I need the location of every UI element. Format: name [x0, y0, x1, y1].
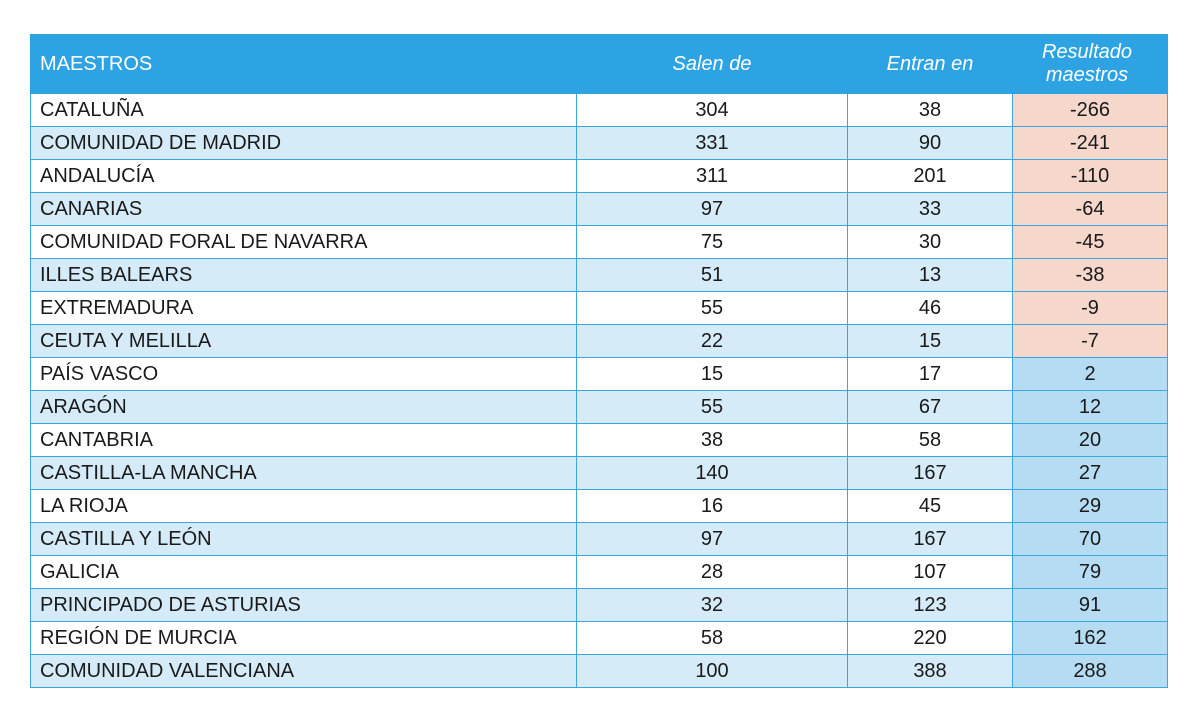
- table-row: [31, 391, 1168, 424]
- resultado-cell: 288: [1013, 655, 1168, 688]
- resultado-cell: -9: [1013, 292, 1168, 325]
- table-row: [31, 325, 1168, 358]
- salen-de-cell: 97: [577, 523, 848, 556]
- region-name-cell: CEUTA Y MELILLA: [31, 325, 577, 358]
- entran-en-cell: 38: [848, 94, 1013, 127]
- entran-en-cell: 30: [848, 226, 1013, 259]
- entran-en-cell: 123: [848, 589, 1013, 622]
- teacher-flow-table-container: [30, 34, 1167, 688]
- entran-en-cell: 33: [848, 193, 1013, 226]
- salen-de-cell: 32: [577, 589, 848, 622]
- resultado-cell: 2: [1013, 358, 1168, 391]
- salen-de-cell: 331: [577, 127, 848, 160]
- resultado-cell: -7: [1013, 325, 1168, 358]
- region-name-cell: GALICIA: [31, 556, 577, 589]
- region-name-cell: CASTILLA Y LEÓN: [31, 523, 577, 556]
- teacher-flow-table: [30, 34, 1168, 688]
- column-header-maestros: MAESTROS: [31, 35, 577, 94]
- table-row: [31, 457, 1168, 490]
- table-row: [31, 94, 1168, 127]
- region-name-cell: ANDALUCÍA: [31, 160, 577, 193]
- region-name-cell: CANTABRIA: [31, 424, 577, 457]
- salen-de-cell: 51: [577, 259, 848, 292]
- salen-de-cell: 55: [577, 292, 848, 325]
- resultado-cell: 79: [1013, 556, 1168, 589]
- salen-de-cell: 97: [577, 193, 848, 226]
- entran-en-cell: 388: [848, 655, 1013, 688]
- region-name-cell: ARAGÓN: [31, 391, 577, 424]
- region-name-cell: PAÍS VASCO: [31, 358, 577, 391]
- salen-de-cell: 304: [577, 94, 848, 127]
- salen-de-cell: 16: [577, 490, 848, 523]
- resultado-cell: 27: [1013, 457, 1168, 490]
- salen-de-cell: 22: [577, 325, 848, 358]
- resultado-cell: -45: [1013, 226, 1168, 259]
- entran-en-cell: 67: [848, 391, 1013, 424]
- region-name-cell: CASTILLA-LA MANCHA: [31, 457, 577, 490]
- resultado-cell: -64: [1013, 193, 1168, 226]
- region-name-cell: COMUNIDAD FORAL DE NAVARRA: [31, 226, 577, 259]
- table-row: [31, 259, 1168, 292]
- table-body: [31, 94, 1168, 688]
- table-row: [31, 622, 1168, 655]
- entran-en-cell: 220: [848, 622, 1013, 655]
- salen-de-cell: 311: [577, 160, 848, 193]
- salen-de-cell: 75: [577, 226, 848, 259]
- table-header-row: [31, 35, 1168, 94]
- entran-en-cell: 107: [848, 556, 1013, 589]
- table-row: [31, 226, 1168, 259]
- resultado-cell: 29: [1013, 490, 1168, 523]
- table-row: [31, 523, 1168, 556]
- table-row: [31, 490, 1168, 523]
- region-name-cell: CATALUÑA: [31, 94, 577, 127]
- entran-en-cell: 17: [848, 358, 1013, 391]
- resultado-cell: -241: [1013, 127, 1168, 160]
- table-row: [31, 160, 1168, 193]
- region-name-cell: PRINCIPADO DE ASTURIAS: [31, 589, 577, 622]
- resultado-cell: 162: [1013, 622, 1168, 655]
- column-header-resultado-maestros: Resultado maestros: [1013, 35, 1168, 94]
- resultado-cell: -38: [1013, 259, 1168, 292]
- entran-en-cell: 15: [848, 325, 1013, 358]
- column-header-entran-en: Entran en: [848, 35, 1013, 94]
- salen-de-cell: 38: [577, 424, 848, 457]
- entran-en-cell: 46: [848, 292, 1013, 325]
- resultado-cell: 12: [1013, 391, 1168, 424]
- entran-en-cell: 201: [848, 160, 1013, 193]
- region-name-cell: COMUNIDAD DE MADRID: [31, 127, 577, 160]
- region-name-cell: LA RIOJA: [31, 490, 577, 523]
- resultado-cell: -110: [1013, 160, 1168, 193]
- entran-en-cell: 167: [848, 523, 1013, 556]
- region-name-cell: REGIÓN DE MURCIA: [31, 622, 577, 655]
- table-row: [31, 292, 1168, 325]
- resultado-cell: 20: [1013, 424, 1168, 457]
- resultado-cell: 70: [1013, 523, 1168, 556]
- salen-de-cell: 28: [577, 556, 848, 589]
- salen-de-cell: 100: [577, 655, 848, 688]
- resultado-cell: -266: [1013, 94, 1168, 127]
- salen-de-cell: 15: [577, 358, 848, 391]
- table-row: [31, 556, 1168, 589]
- table-row: [31, 655, 1168, 688]
- entran-en-cell: 90: [848, 127, 1013, 160]
- entran-en-cell: 45: [848, 490, 1013, 523]
- region-name-cell: EXTREMADURA: [31, 292, 577, 325]
- salen-de-cell: 140: [577, 457, 848, 490]
- salen-de-cell: 55: [577, 391, 848, 424]
- table-row: [31, 193, 1168, 226]
- salen-de-cell: 58: [577, 622, 848, 655]
- column-header-salen-de: Salen de: [577, 35, 848, 94]
- entran-en-cell: 13: [848, 259, 1013, 292]
- table-row: [31, 589, 1168, 622]
- table-row: [31, 424, 1168, 457]
- region-name-cell: ILLES BALEARS: [31, 259, 577, 292]
- region-name-cell: COMUNIDAD VALENCIANA: [31, 655, 577, 688]
- entran-en-cell: 167: [848, 457, 1013, 490]
- region-name-cell: CANARIAS: [31, 193, 577, 226]
- table-row: [31, 127, 1168, 160]
- table-row: [31, 358, 1168, 391]
- entran-en-cell: 58: [848, 424, 1013, 457]
- resultado-cell: 91: [1013, 589, 1168, 622]
